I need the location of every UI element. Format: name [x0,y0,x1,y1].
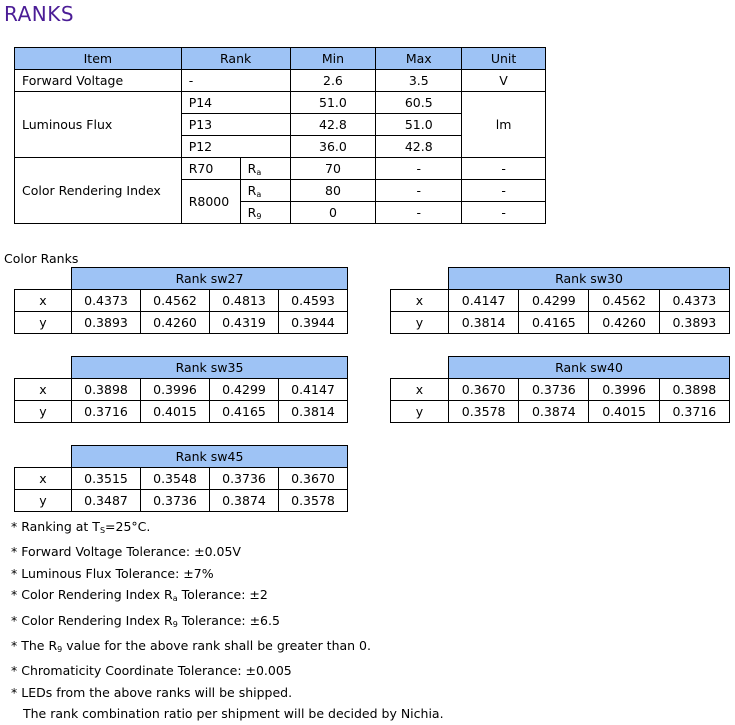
value-cell: 0.3515 [72,468,141,490]
note-item: * Color Rendering Index $R_9$ Tolerance: ±6.5 [11,612,280,629]
table-row [15,312,348,334]
value-cell: 0.3716 [72,401,141,423]
max-cell: - [376,180,462,202]
value-cell: 0.4165 [519,312,589,334]
header-item: Item [15,48,182,70]
max-cell: 42.8 [376,136,462,158]
table-row [391,290,730,312]
value-cell: 0.3814 [279,401,348,423]
rank-sw30-table [390,267,730,334]
value-cell: 0.3670 [449,379,519,401]
max-cell: - [376,202,462,224]
rank-cell: - [181,70,290,92]
rank-sw35-table [14,356,348,423]
value-cell: 0.4015 [589,401,659,423]
value-cell: 0.3578 [279,490,348,512]
unit-cell: - [462,202,546,224]
table-row [15,468,348,490]
value-cell: 0.4260 [141,312,210,334]
table-row [15,379,348,401]
value-cell: 0.4373 [72,290,141,312]
ranks-table [14,47,546,224]
unit-cell: V [462,70,546,92]
table-row [15,158,546,180]
note-item: * Luminous Flux Tolerance: ±7% [11,565,214,581]
rank-sw27-title: Rank sw27 [72,268,348,290]
max-cell: - [376,158,462,180]
value-cell: 0.4373 [659,290,729,312]
min-cell: 36.0 [290,136,376,158]
table-row [391,401,730,423]
table-row [15,401,348,423]
y-label: y [15,401,72,423]
y-label: y [15,490,72,512]
note-item: The rank combination ratio per shipment will be decided by Nichia. [23,706,444,722]
min-cell: 51.0 [290,92,376,114]
value-cell: 0.4299 [519,290,589,312]
value-cell: 0.4562 [141,290,210,312]
value-cell: 0.4299 [210,379,279,401]
rank-sw40-table [390,356,730,423]
rank-sw45-title: Rank sw45 [72,446,348,468]
table-row [15,92,546,114]
max-cell: 51.0 [376,114,462,136]
value-cell: 0.3898 [659,379,729,401]
rank-cell: P13 [181,114,290,136]
unit-cell: - [462,180,546,202]
value-cell: 0.4147 [449,290,519,312]
min-cell: 70 [290,158,376,180]
value-cell: 0.3814 [449,312,519,334]
rank-cell: P14 [181,92,290,114]
x-label: x [15,290,72,312]
unit-cell: - [462,158,546,180]
value-cell: 0.3996 [589,379,659,401]
table-row [15,490,348,512]
color-ranks-label: Color Ranks [4,251,79,266]
header-max: Max [376,48,462,70]
value-cell: 0.3736 [210,468,279,490]
value-cell: 0.4813 [210,290,279,312]
value-cell: 0.4015 [141,401,210,423]
note-item: * LEDs from the above ranks will be shipped. [11,684,293,700]
max-cell: 60.5 [376,92,462,114]
rank-cell: R8000 [181,180,240,224]
value-cell: 0.3548 [141,468,210,490]
x-label: x [15,379,72,401]
y-label: y [15,312,72,334]
rank-sw40-title: Rank sw40 [449,357,730,379]
min-cell: 0 [290,202,376,224]
value-cell: 0.3898 [72,379,141,401]
note-item: * Forward Voltage Tolerance: ±0.05V [11,544,241,560]
table-row [391,379,730,401]
note-item: * Chromaticity Coordinate Tolerance: ±0.005 [11,663,292,679]
rank-cell: R70 [181,158,240,180]
header-rank: Rank [181,48,290,70]
value-cell: 0.4260 [589,312,659,334]
header-min: Min [290,48,376,70]
value-cell: 0.4319 [210,312,279,334]
rank-sw45-table [14,445,348,512]
rank-sw30-title: Rank sw30 [449,268,730,290]
item-forward-voltage: Forward Voltage [15,70,182,92]
sub-rank-cell: $R_a$ [240,180,290,202]
value-cell: 0.3716 [659,401,729,423]
page-title: RANKS [4,2,75,26]
value-cell: 0.3874 [210,490,279,512]
unit-cell: lm [462,92,546,158]
value-cell: 0.3944 [279,312,348,334]
value-cell: 0.3996 [141,379,210,401]
item-luminous-flux: Luminous Flux [15,92,182,158]
value-cell: 0.4165 [210,401,279,423]
min-cell: 2.6 [290,70,376,92]
y-label: y [391,401,449,423]
value-cell: 0.4562 [589,290,659,312]
value-cell: 0.3487 [72,490,141,512]
min-cell: 42.8 [290,114,376,136]
value-cell: 0.3874 [519,401,589,423]
x-label: x [391,379,449,401]
note-item: * Ranking at $T_S=25^\circ C$. [11,519,151,535]
rank-sw27-table [14,267,348,334]
value-cell: 0.3578 [449,401,519,423]
sub-rank-cell: $R_9$ [240,202,290,224]
table-row [15,290,348,312]
table-row [15,70,546,92]
x-label: x [391,290,449,312]
value-cell: 0.3670 [279,468,348,490]
y-label: y [391,312,449,334]
max-cell: 3.5 [376,70,462,92]
header-unit: Unit [462,48,546,70]
x-label: x [15,468,72,490]
value-cell: 0.3736 [519,379,589,401]
item-color-rendering-index: Color Rendering Index [15,158,182,224]
rank-cell: P12 [181,136,290,158]
min-cell: 80 [290,180,376,202]
value-cell: 0.4147 [279,379,348,401]
notes-list [11,516,444,725]
value-cell: 0.3893 [72,312,141,334]
note-item: * The $R_9$ value for the above rank shall be greater than 0. [11,638,371,655]
value-cell: 0.3893 [659,312,729,334]
value-cell: 0.4593 [279,290,348,312]
value-cell: 0.3736 [141,490,210,512]
note-item: * Color Rendering Index $R_a$ Tolerance: ±2 [11,587,268,604]
sub-rank-cell: $R_a$ [240,158,290,180]
header-row [15,48,546,70]
table-row [391,312,730,334]
rank-sw35-title: Rank sw35 [72,357,348,379]
